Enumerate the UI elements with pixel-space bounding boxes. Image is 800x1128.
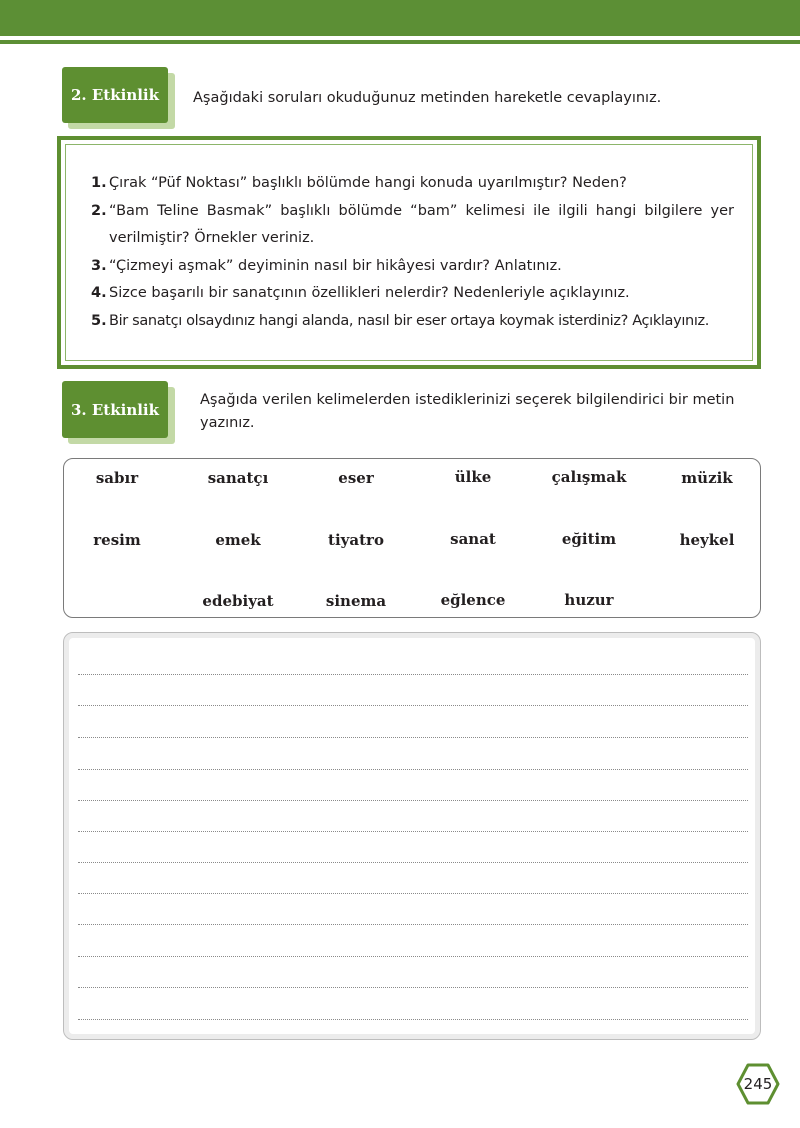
writing-line bbox=[78, 956, 748, 957]
question-item bbox=[91, 170, 734, 198]
writing-line bbox=[78, 924, 748, 925]
word-item: eğlence bbox=[440, 591, 506, 609]
activity-3-instruction: Aşağıda verilen kelimelerden istediklerinizi seçerek bilgilendirici bir metin yazınız. bbox=[200, 392, 735, 431]
writing-line bbox=[78, 705, 748, 706]
writing-line bbox=[78, 737, 748, 738]
question-item bbox=[91, 308, 734, 336]
word-item: sanatçı bbox=[207, 469, 269, 487]
header-rule bbox=[0, 40, 800, 44]
word-bank bbox=[63, 458, 761, 618]
word-item: sabır bbox=[95, 469, 139, 487]
question-list bbox=[91, 170, 734, 335]
question-number: 3. bbox=[91, 257, 107, 274]
question-text: “Çizmeyi aşmak” deyiminin nasıl bir hikâyesi vardır? Anlatınız. bbox=[109, 257, 562, 274]
activity-2-instruction: Aşağıdaki soruları okuduğunuz metinden hareketle cevaplayınız. bbox=[193, 90, 662, 106]
question-text: Sizce başarılı bir sanatçının özellikleri nelerdir? Nedenleriyle açıklayınız. bbox=[109, 285, 630, 301]
question-text: “Bam Teline Basmak” başlıklı bölümde “bam” kelimesi ile ilgili hangi bilgilere yer verilmiştir? Örnekler veriniz. bbox=[109, 202, 734, 246]
writing-area[interactable] bbox=[63, 632, 761, 1040]
writing-line bbox=[78, 1019, 748, 1020]
writing-line bbox=[78, 987, 748, 988]
header-band bbox=[0, 0, 800, 36]
question-text: Bir sanatçı olsaydınız hangi alanda, nasıl bir eser ortaya koymak isterdiniz? Açıklayınız. bbox=[109, 312, 710, 329]
word-item: heykel bbox=[679, 531, 735, 549]
question-number: 5. bbox=[91, 312, 107, 329]
writing-line bbox=[78, 862, 748, 863]
question-item bbox=[91, 198, 734, 253]
word-item: sanat bbox=[450, 530, 496, 548]
question-item bbox=[91, 253, 734, 281]
word-item: tiyatro bbox=[328, 531, 384, 549]
question-number: 1. bbox=[91, 175, 107, 191]
word-item: sinema bbox=[325, 592, 387, 610]
writing-line bbox=[78, 800, 748, 801]
word-item: ülke bbox=[454, 468, 492, 486]
activity-3-title: 3. Etkinlik bbox=[62, 381, 168, 438]
word-item: çalışmak bbox=[551, 468, 627, 486]
word-item: resim bbox=[93, 531, 141, 549]
page-number-badge bbox=[736, 1063, 780, 1105]
word-item: eğitim bbox=[561, 530, 617, 548]
writing-line bbox=[78, 674, 748, 675]
question-number: 2. bbox=[91, 202, 107, 219]
question-number: 4. bbox=[91, 285, 107, 301]
page-number: 245 bbox=[743, 1075, 773, 1093]
writing-line bbox=[78, 831, 748, 832]
word-item: huzur bbox=[564, 591, 614, 609]
activity-2-title: 2. Etkinlik bbox=[62, 67, 168, 123]
question-text: Çırak “Püf Noktası” başlıklı bölümde hangi konuda uyarılmıştır? Neden? bbox=[109, 175, 627, 191]
word-item: eser bbox=[338, 469, 374, 487]
writing-line bbox=[78, 893, 748, 894]
question-item bbox=[91, 280, 734, 308]
questions-box bbox=[57, 136, 761, 369]
word-item: müzik bbox=[681, 469, 733, 487]
word-item: edebiyat bbox=[202, 592, 274, 610]
word-item: emek bbox=[215, 531, 261, 549]
writing-line bbox=[78, 769, 748, 770]
